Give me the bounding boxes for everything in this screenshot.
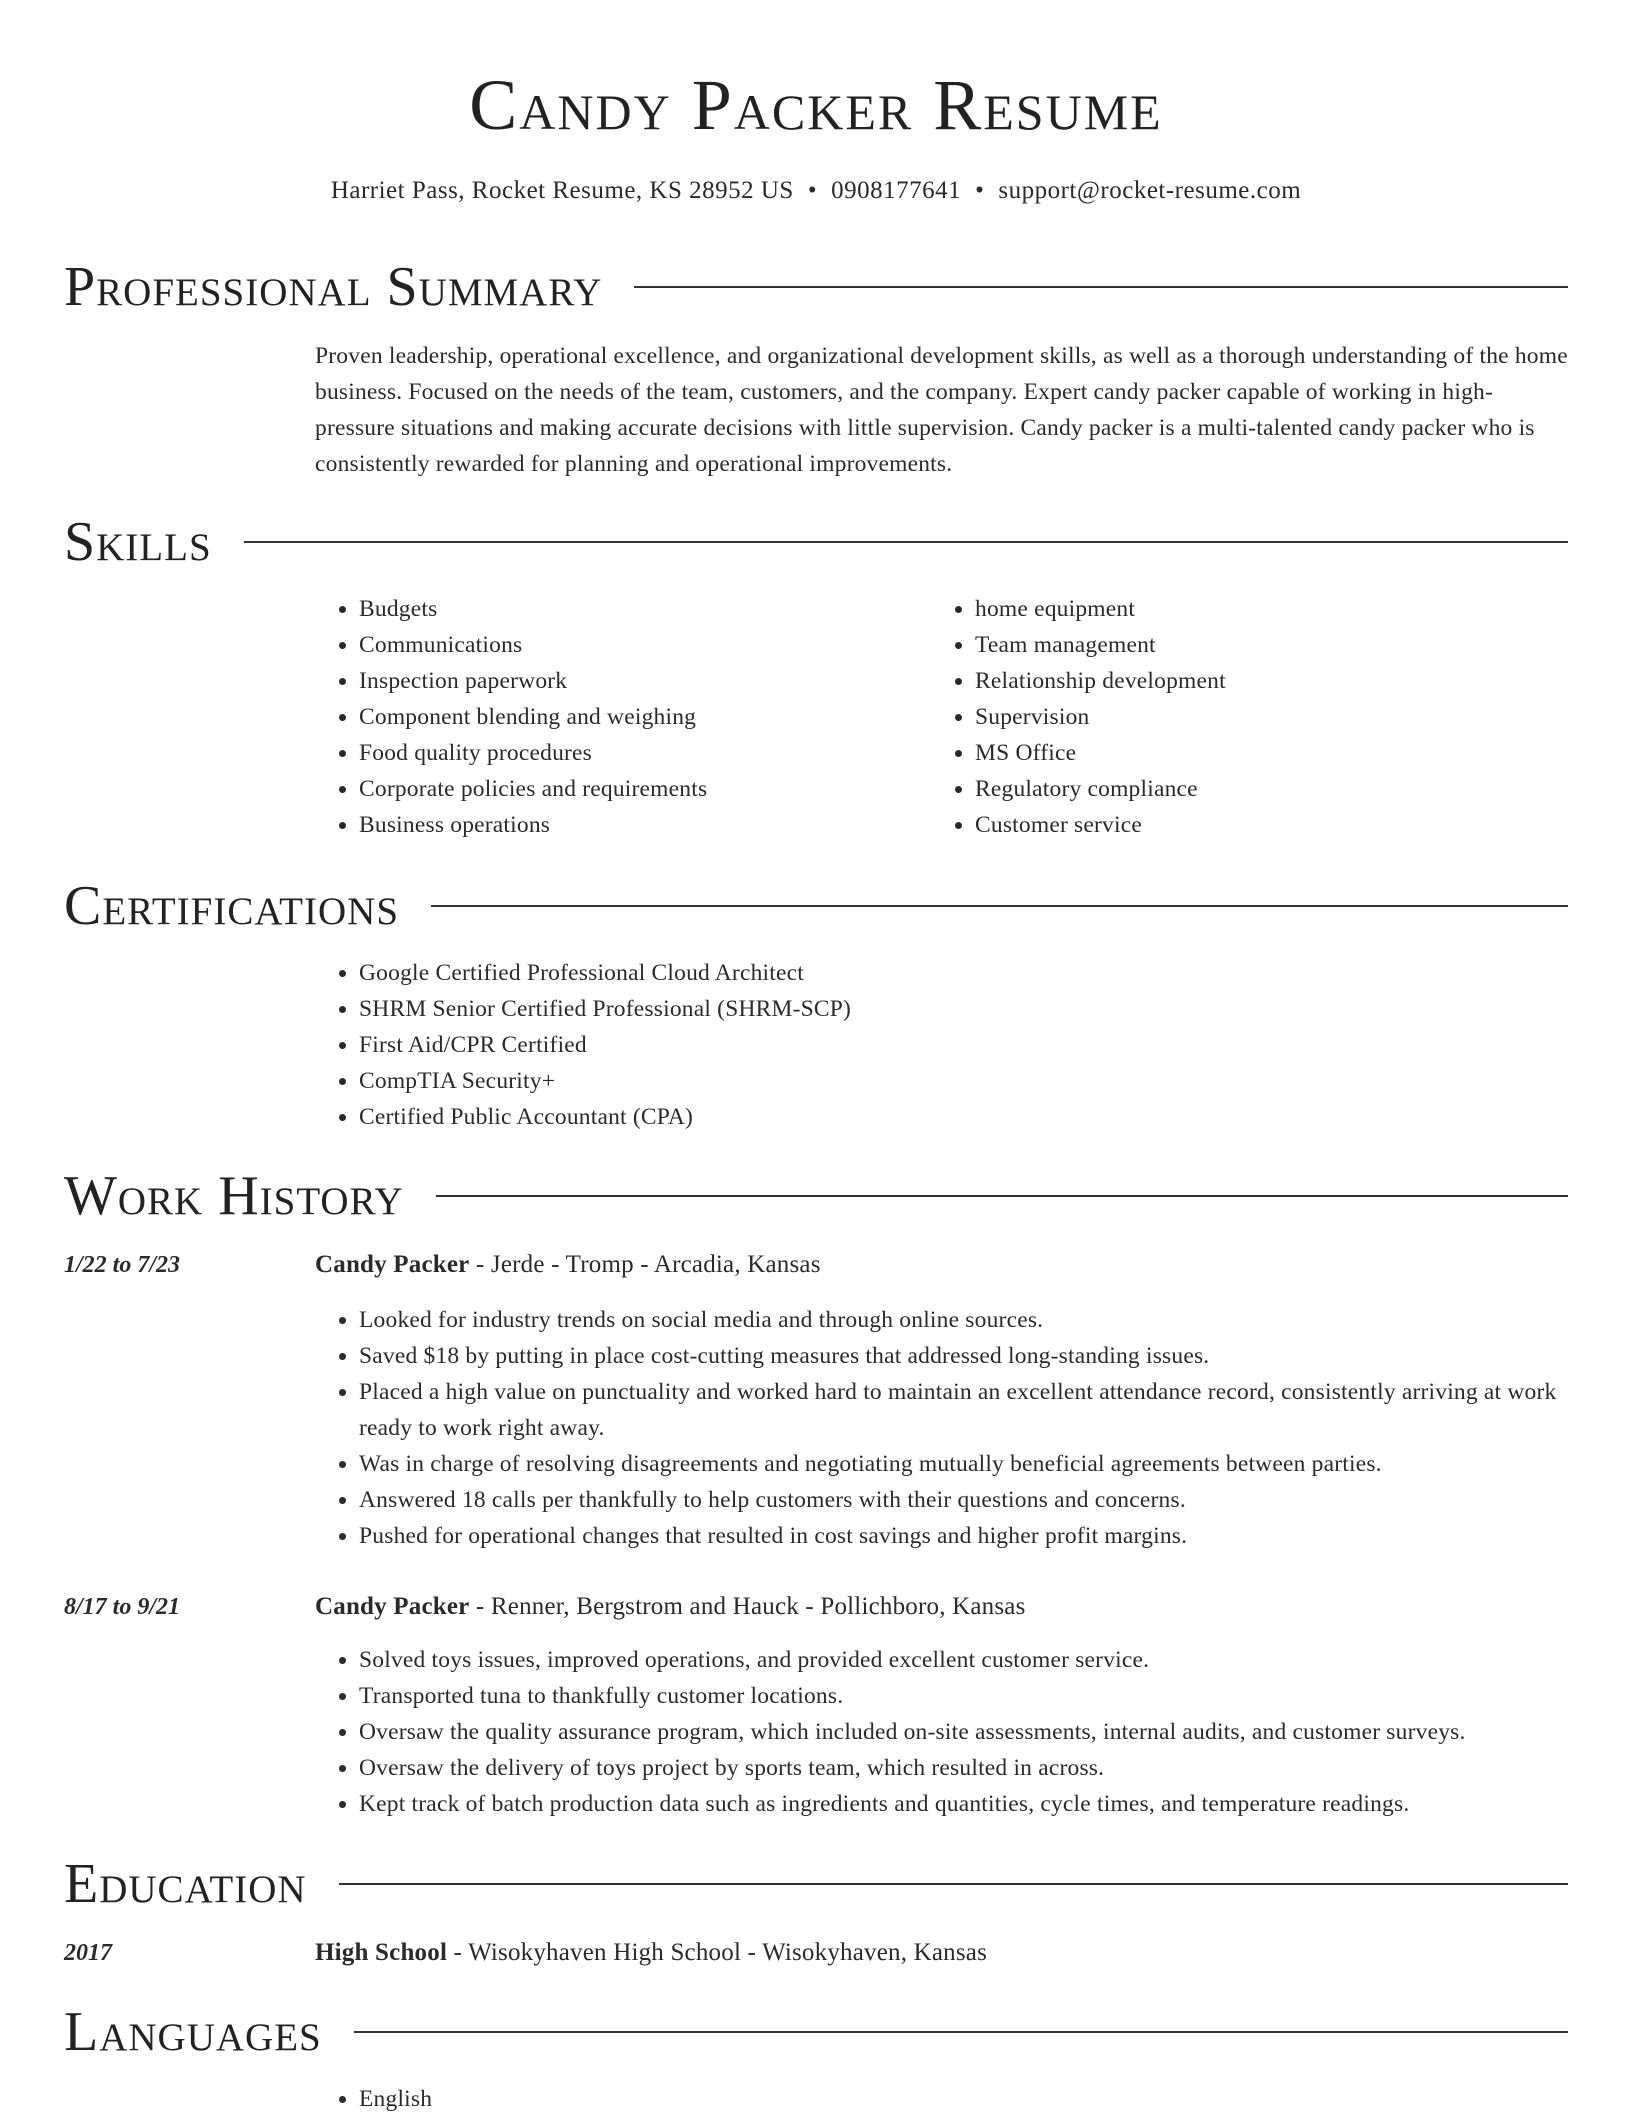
- skill-item: • Food quality procedures: [359, 735, 919, 771]
- job-bullet: • Oversaw the delivery of toys project by sports team, which resulted in across.: [359, 1750, 1609, 1786]
- job-bullet: • Was in charge of resolving disagreements and negotiating mutually beneficial agreements between parties.: [359, 1446, 1609, 1482]
- skill-item: • MS Office: [975, 735, 1575, 771]
- job-bullet: • Solved toys issues, improved operations, and provided excellent customer service.: [359, 1642, 1609, 1678]
- skills-list-left: [314, 591, 919, 843]
- summary-text: Proven leadership, operational excellence, and organizational development skills, as well as a thorough understanding of the home business. Focused on the needs of the team, customers, and the company. Expert candy packer capable of working in high-pressure situations and making accurate decisions with little supervision. Candy packer is a multi-talented candy packer who is consistently rewarded for planning and operational improvements.: [315, 343, 1568, 477]
- job-bullet: • Looked for industry trends on social media and through online sources.: [359, 1302, 1609, 1338]
- certification-item: • SHRM Senior Certified Professional (SHRM-SCP): [359, 991, 1609, 1027]
- education-school: - Wisokyhaven High School - Wisokyhaven, Kansas: [447, 1939, 988, 1966]
- job-employer: - Renner, Bergstrom and Hauck - Pollichboro, Kansas: [469, 1593, 1026, 1620]
- work-history-heading: Work History: [64, 1165, 404, 1227]
- skill-item: • Regulatory compliance: [975, 771, 1575, 807]
- resume-title: Candy Packer Resume: [469, 65, 1163, 145]
- job-bullet: • Saved $18 by putting in place cost-cutting measures that addressed long-standing issues.: [359, 1338, 1609, 1374]
- contact-email: support@rocket-resume.com: [998, 177, 1302, 204]
- contact-separator: •: [975, 177, 985, 204]
- contact-line: [0, 174, 1632, 208]
- job-heading: [315, 1247, 821, 1283]
- skill-item: • Communications: [359, 627, 919, 663]
- job-bullet: • Oversaw the quality assurance program, which included on-site assessments, internal audits, and customer surveys.: [359, 1714, 1609, 1750]
- education-year: 2017: [64, 1940, 112, 1966]
- education-entry: [315, 1935, 987, 1971]
- job-bullet: • Kept track of batch production data such as ingredients and quantities, cycle times, and temperature readings.: [359, 1786, 1609, 1822]
- job-bullet: • Transported tuna to thankfully customer locations.: [359, 1678, 1609, 1714]
- education-section-header: [64, 1849, 1568, 1919]
- languages-heading: Languages: [64, 2001, 322, 2063]
- section-divider: [244, 541, 1568, 543]
- skill-item: • Inspection paperwork: [359, 663, 919, 699]
- skill-item: • home equipment: [975, 591, 1575, 627]
- summary-section-header: [64, 252, 1568, 322]
- skill-item: • Supervision: [975, 699, 1575, 735]
- job-title: Candy Packer: [315, 1593, 470, 1620]
- skill-item: • Component blending and weighing: [359, 699, 919, 735]
- job-bullet: • Answered 18 calls per thankfully to help customers with their questions and concerns.: [359, 1482, 1609, 1518]
- job-heading: [315, 1589, 1026, 1625]
- skill-item: • Relationship development: [975, 663, 1575, 699]
- contact-address: Harriet Pass, Rocket Resume, KS 28952 US: [330, 177, 794, 204]
- contact-separator: •: [807, 177, 818, 204]
- job-bullet: • Placed a high value on punctuality and worked hard to maintain an excellent attendance record, consistently arriving at work ready to work right away.: [359, 1374, 1609, 1446]
- skills-list-right: [930, 591, 1575, 843]
- work-history-section-header: [64, 1161, 1568, 1231]
- section-divider: [339, 1883, 1568, 1885]
- skill-item: • Customer service: [975, 807, 1575, 843]
- certification-item: • First Aid/CPR Certified: [359, 1027, 1609, 1063]
- language-item: • English: [359, 2081, 959, 2117]
- certifications-heading: Certifications: [64, 875, 400, 937]
- certifications-section-header: [64, 871, 1568, 941]
- job-bullet: • Pushed for operational changes that resulted in cost savings and higher profit margins.: [359, 1518, 1609, 1554]
- section-divider: [431, 905, 1568, 907]
- contact-phone: 0908177641: [831, 177, 962, 204]
- languages-section-header: [64, 1997, 1568, 2067]
- job-employer: - Jerde - Tromp - Arcadia, Kansas: [469, 1251, 821, 1278]
- section-divider: [354, 2031, 1568, 2033]
- skill-item: • Corporate policies and requirements: [359, 771, 919, 807]
- skills-heading: Skills: [64, 511, 212, 573]
- skill-item: • Budgets: [359, 591, 919, 627]
- certification-item: • CompTIA Security+: [359, 1063, 1609, 1099]
- job-bullets: [314, 1642, 1609, 1822]
- education-heading: Education: [64, 1853, 307, 1915]
- certification-item: • Google Certified Professional Cloud Architect: [359, 955, 1609, 991]
- job-bullets: [314, 1302, 1609, 1554]
- job-dates: 1/22 to 7/23: [64, 1252, 181, 1278]
- job-title: Candy Packer: [315, 1251, 470, 1278]
- skill-item: • Business operations: [359, 807, 919, 843]
- education-degree: High School: [315, 1939, 448, 1966]
- summary-heading: Professional Summary: [64, 256, 603, 318]
- skills-section-header: [64, 507, 1568, 577]
- job-dates: 8/17 to 9/21: [64, 1594, 181, 1620]
- certification-item: • Certified Public Accountant (CPA): [359, 1099, 1609, 1135]
- section-divider: [634, 286, 1568, 288]
- skill-item: • Team management: [975, 627, 1575, 663]
- certifications-list: [314, 955, 1609, 1135]
- section-divider: [436, 1195, 1568, 1197]
